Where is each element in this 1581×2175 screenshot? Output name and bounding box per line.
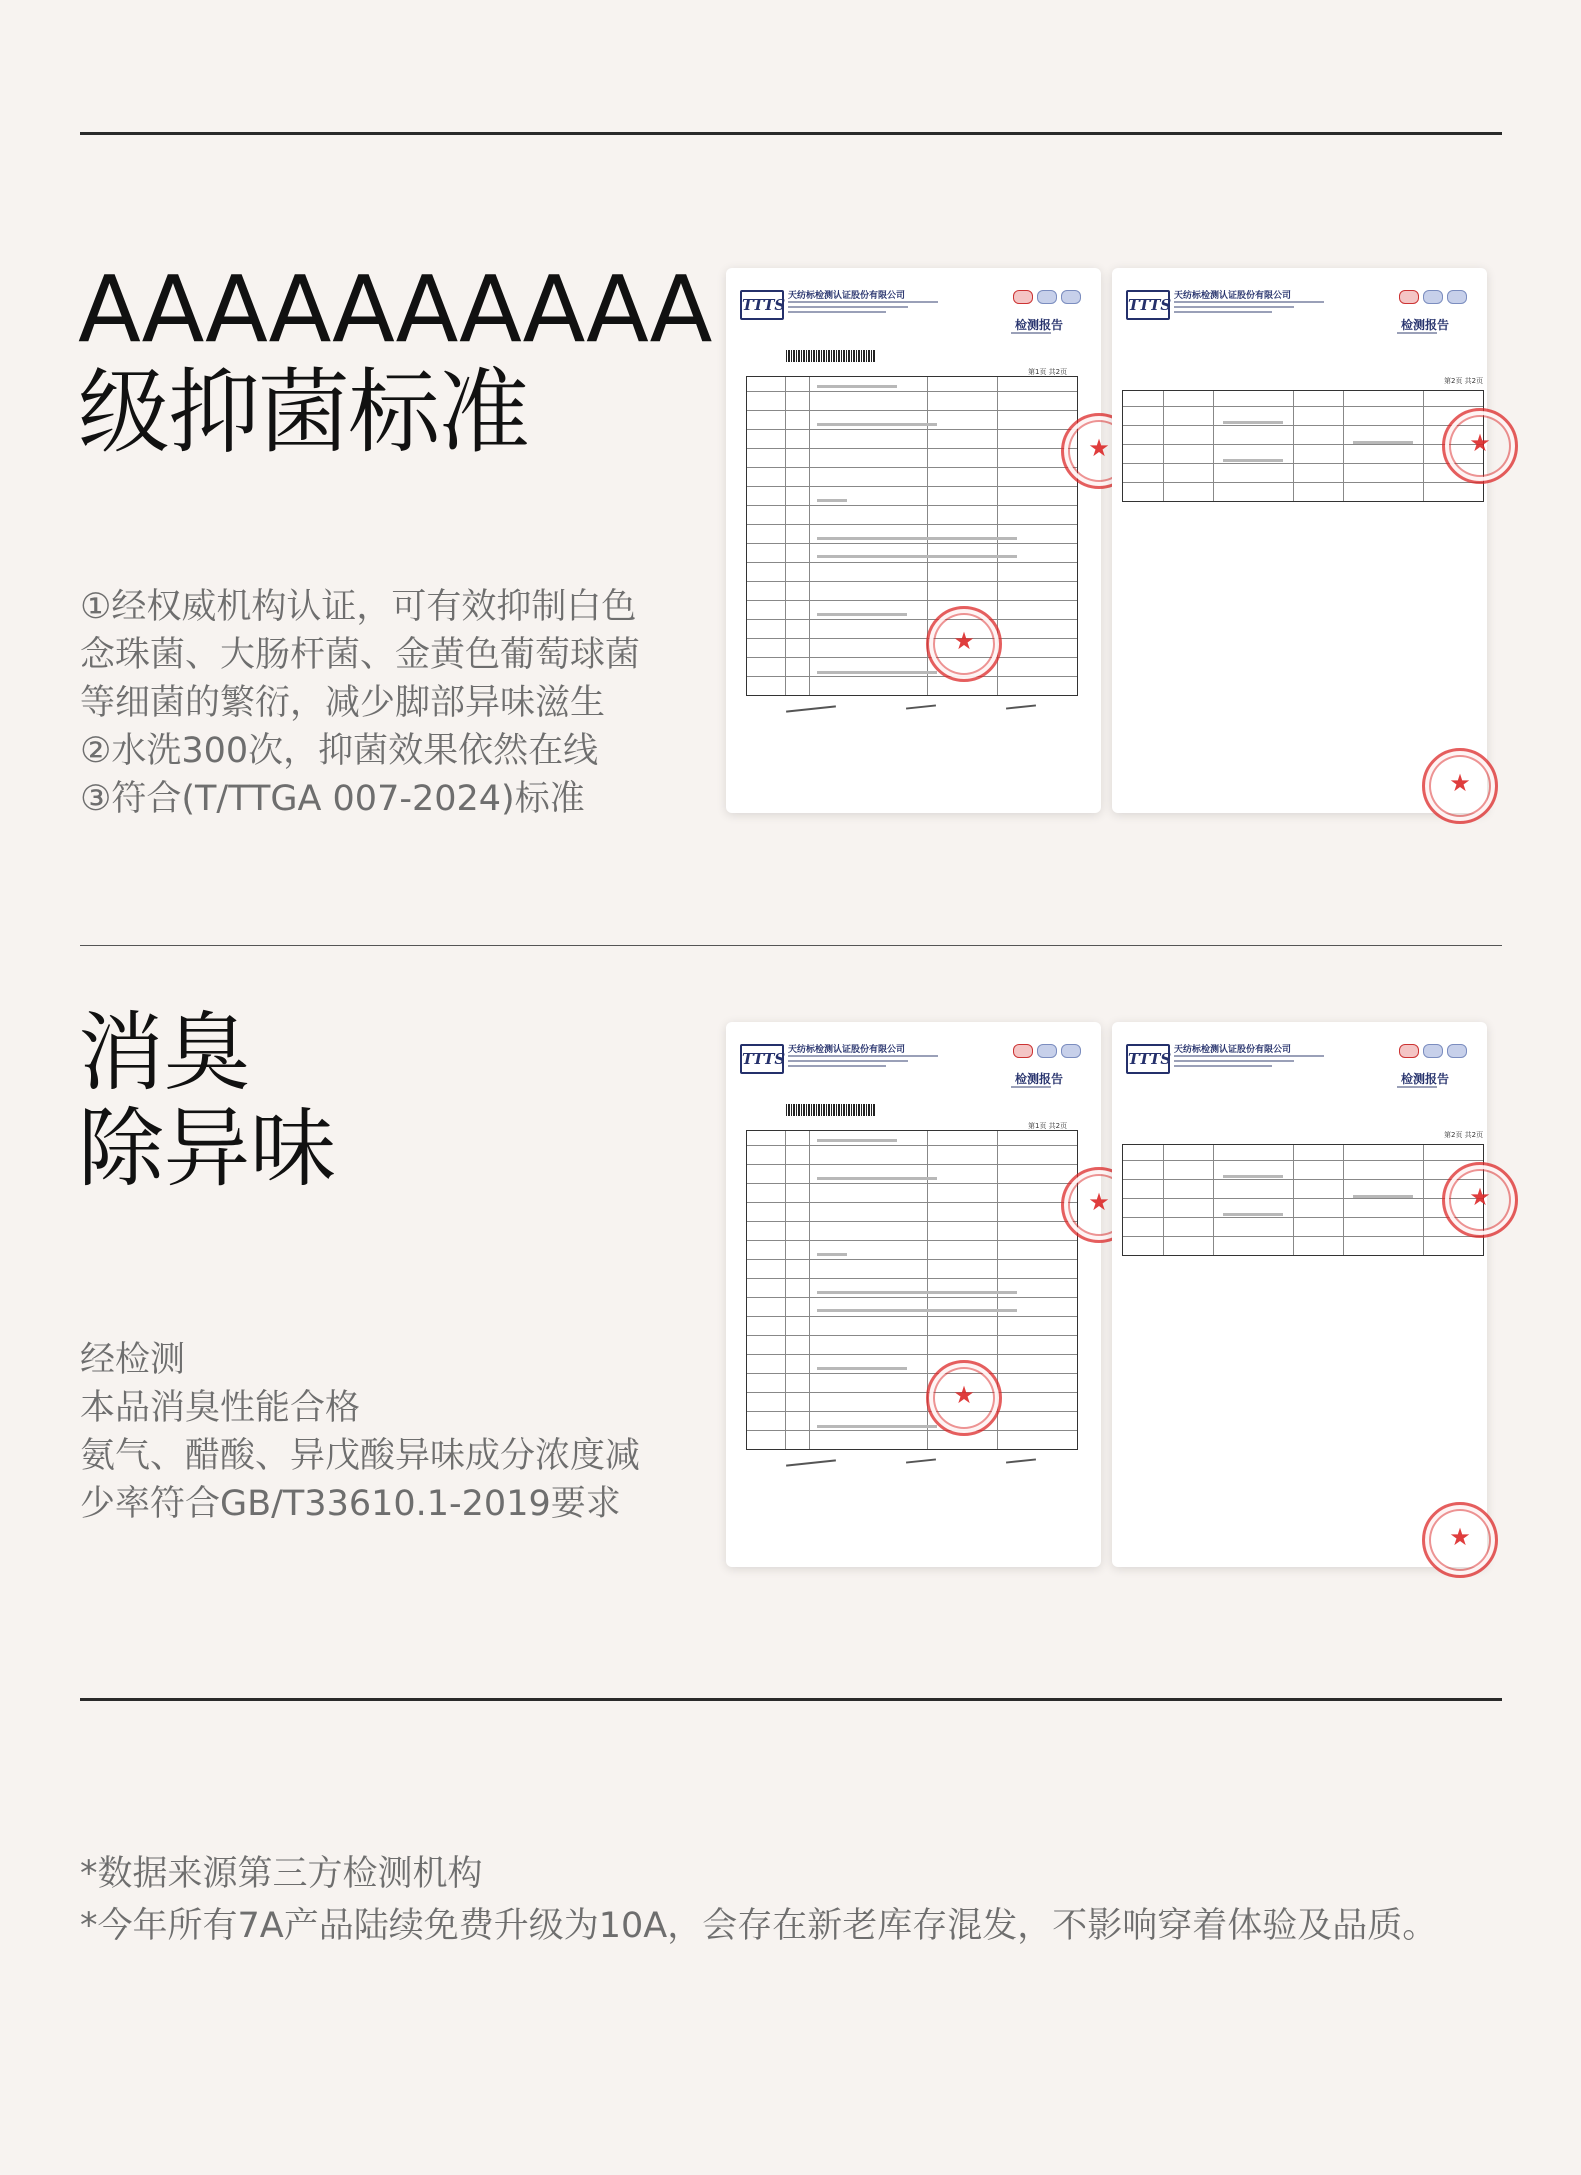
red-seal-stamp-icon: ★	[1061, 1167, 1137, 1243]
signature-icon	[786, 705, 836, 712]
report-table	[746, 376, 1078, 696]
footnote: *今年所有7A产品陆续免费升级为10A，会存在新老库存混发，不影响穿着体验及品质。	[80, 1906, 1438, 1946]
test-report-page-2	[1112, 1022, 1491, 1567]
report-table	[1122, 1144, 1484, 1256]
report-table	[1122, 390, 1484, 502]
report-org-name: 天纺标检测认证股份有限公司	[788, 291, 906, 301]
certification-marks-icon	[1013, 1044, 1081, 1058]
signature-icon	[906, 704, 936, 709]
section2-desc-line: 本品消臭性能合格	[80, 1388, 361, 1428]
report-doc-title: 检测报告	[1014, 318, 1063, 332]
report-doc-subtitle	[1011, 1086, 1051, 1088]
section1-title	[78, 256, 711, 467]
certification-marks-icon	[1399, 1044, 1467, 1058]
ttts-logo: TTTS	[740, 290, 784, 320]
section2-title	[78, 1005, 336, 1198]
report-doc-subtitle	[1397, 1086, 1437, 1088]
red-seal-stamp-icon: ★	[1442, 408, 1518, 484]
report-page-number: 第2页 共2页	[1444, 377, 1484, 385]
barcode-icon	[786, 350, 876, 362]
section1-title-line: AAAAAAAAAA	[78, 256, 711, 363]
certification-marks-icon	[1399, 290, 1467, 304]
report-table	[746, 1130, 1078, 1450]
signature-icon	[786, 1459, 836, 1466]
certification-marks-icon	[1013, 290, 1081, 304]
signature-icon	[1006, 704, 1036, 709]
test-report-page-1	[726, 268, 1110, 813]
report-page-number: 第1页 共2页	[1028, 1122, 1068, 1130]
report-doc-subtitle	[1397, 332, 1437, 334]
report-doc-subtitle	[1011, 332, 1051, 334]
test-report-page-1	[726, 1022, 1110, 1567]
red-seal-stamp-icon: ★	[1422, 748, 1498, 824]
report-org-subtitle	[788, 301, 938, 316]
report-doc-title: 检测报告	[1400, 1072, 1449, 1086]
section1-desc-line: 等细菌的繁衍，减少脚部异味滋生	[80, 683, 606, 723]
report-org-subtitle	[1174, 1055, 1324, 1070]
signature-icon	[1006, 1458, 1036, 1463]
footnote: *数据来源第三方检测机构	[80, 1854, 483, 1894]
barcode-icon	[786, 1104, 876, 1116]
top-divider	[80, 132, 1502, 135]
ttts-logo: TTTS	[740, 1044, 784, 1074]
section1-description	[80, 583, 640, 823]
report-org-name: 天纺标检测认证股份有限公司	[1174, 291, 1292, 301]
section1-desc-line: ①经权威机构认证，可有效抑制白色	[80, 587, 637, 627]
section2-description	[80, 1336, 640, 1528]
test-report-page-2	[1112, 268, 1491, 813]
ttts-logo: TTTS	[1126, 290, 1170, 320]
section2-desc-line: 氨气、醋酸、异戊酸异味成分浓度减	[80, 1436, 641, 1476]
red-seal-stamp-icon: ★	[1422, 1502, 1498, 1578]
red-seal-stamp-icon: ★	[926, 1360, 1002, 1436]
section1-title-line: 级抑菌标准	[78, 359, 529, 467]
ttts-logo: TTTS	[1126, 1044, 1170, 1074]
section2-desc-line: 少率符合GB/T33610.1-2019要求	[80, 1484, 621, 1524]
signature-icon	[906, 1458, 936, 1463]
red-seal-stamp-icon: ★	[926, 606, 1002, 682]
bottom-divider	[80, 1698, 1502, 1701]
report-doc-title: 检测报告	[1400, 318, 1449, 332]
section2-desc-line: 经检测	[80, 1340, 186, 1380]
red-seal-stamp-icon: ★	[1442, 1162, 1518, 1238]
report-org-name: 天纺标检测认证股份有限公司	[788, 1045, 906, 1055]
section1-desc-line: ②水洗300次，抑菌效果依然在线	[80, 731, 599, 771]
report-org-subtitle	[788, 1055, 938, 1070]
section2-title-line: 消臭	[78, 1003, 250, 1103]
section2-title-line: 除异味	[78, 1099, 336, 1200]
report-page-number: 第2页 共2页	[1444, 1131, 1484, 1139]
report-doc-title: 检测报告	[1014, 1072, 1063, 1086]
section-divider	[80, 945, 1502, 946]
footnotes	[80, 1848, 1437, 1952]
report-org-name: 天纺标检测认证股份有限公司	[1174, 1045, 1292, 1055]
report-page-number: 第1页 共2页	[1028, 368, 1068, 376]
report-org-subtitle	[1174, 301, 1324, 316]
red-seal-stamp-icon: ★	[1061, 413, 1137, 489]
section1-desc-line: 念珠菌、大肠杆菌、金黄色葡萄球菌	[80, 635, 641, 675]
section1-desc-line: ③符合(T/TTGA 007-2024)标准	[80, 779, 585, 819]
